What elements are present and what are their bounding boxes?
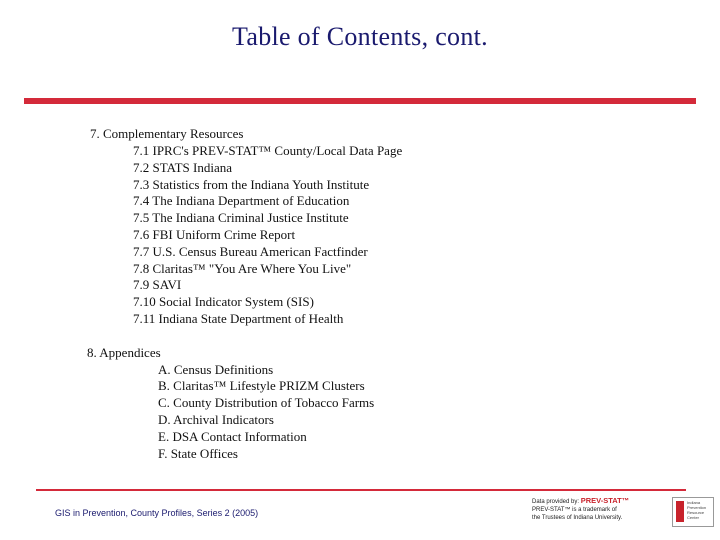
list-item: C. County Distribution of Tobacco Farms — [158, 395, 375, 410]
bottom-divider — [36, 489, 686, 491]
list-item: 7.2 STATS Indiana — [133, 160, 232, 175]
list-item: 7.4 The Indiana Department of Education — [133, 193, 350, 208]
logo-provided-by: Data provided by: — [532, 499, 580, 505]
list-item: F. State Offices — [158, 446, 238, 461]
logo-brand: PREV-STAT™ — [580, 496, 630, 505]
list-item: B. Claritas™ Lifestyle PRIZM Clusters — [158, 378, 365, 393]
list-item: 7.5 The Indiana Criminal Justice Institute — [133, 210, 349, 225]
list-item: A. Census Definitions — [158, 362, 274, 377]
list-item: 7.8 Claritas™ "You Are Where You Live" — [133, 261, 352, 276]
list-item: 7.10 Social Indicator System (SIS) — [133, 294, 314, 309]
list-item: 7.9 SAVI — [133, 277, 182, 292]
list-item: 7.1 IPRC's PREV-STAT™ County/Local Data Page — [133, 143, 403, 158]
section-8-heading: 8. Appendices — [87, 345, 161, 360]
prev-stat-logo — [532, 497, 712, 533]
iprc-label: Indiana Prevention Resource Center — [687, 500, 707, 520]
list-item: 7.6 FBI Uniform Crime Report — [133, 227, 296, 242]
list-item: D. Archival Indicators — [158, 412, 274, 427]
list-item: E. DSA Contact Information — [158, 429, 307, 444]
list-item: 7.11 Indiana State Department of Health — [133, 311, 344, 326]
top-divider — [24, 98, 696, 104]
logo-trademark-line2: the Trustees of Indiana University. — [532, 515, 623, 521]
logo-text-block — [532, 497, 667, 522]
list-item: 7.3 Statistics from the Indiana Youth Institute — [133, 177, 370, 192]
logo-trademark-line1: PREV-STAT™ is a trademark of — [532, 507, 617, 513]
footer-citation: GIS in Prevention, County Profiles, Series 2 (2005) — [55, 508, 259, 518]
list-item: 7.7 U.S. Census Bureau American Factfinder — [133, 244, 368, 259]
section-7-heading: 7. Complementary Resources — [90, 126, 244, 141]
iprc-emblem — [672, 497, 714, 527]
indiana-state-icon — [676, 501, 684, 522]
page-title: Table of Contents, cont. — [232, 22, 488, 51]
